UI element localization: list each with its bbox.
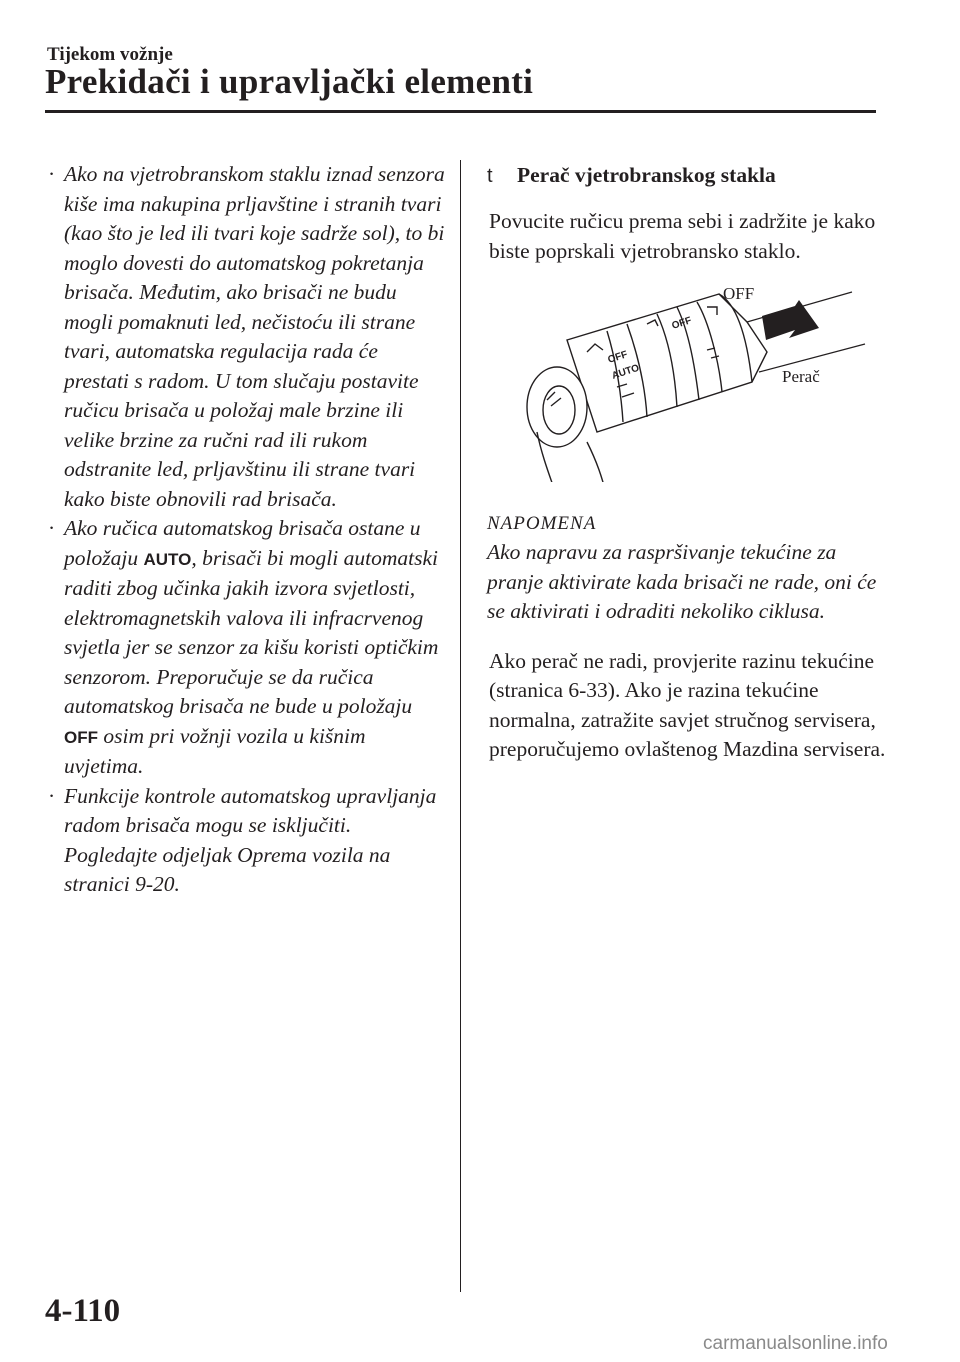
page-number: 4-110	[45, 1293, 121, 1329]
washer-lever-figure	[497, 282, 867, 482]
bullet-dot: ·	[48, 783, 56, 808]
bullet-item-rain-sensor-dirt	[48, 160, 448, 514]
subheading-marker: t	[487, 165, 493, 187]
off-callout-label: OFF	[723, 284, 755, 303]
bullet-item-disable-functions	[48, 782, 448, 900]
bullet-text-part: , brisači bi mogli automatski raditi zbog učinka jakih izvora svjetlosti, elektromagnetskih valova ili infracrvenog svjetla jer se senzor za kišu koristi optičkim senzorom. Preporučuje se da ručica automatskog brisača ne bude u položaju	[64, 545, 439, 718]
right-column	[487, 160, 887, 765]
bullet-dot: ·	[48, 162, 56, 186]
bullet-dot: ·	[48, 516, 56, 540]
note-text: Ako napravu za raspršivanje tekućine za pranje aktivirate kada brisači ne rade, oni će se aktivirati i odraditi nekoliko ciklusa.	[487, 540, 877, 623]
bullet-text: Ako na vjetrobranskom staklu iznad senzora kiše ima nakupina prljavštine i stranih tvari (kao što je led ili tvari koje sadrže sol), to bi moglo dovesti do automatskog pokretanja brisača. Međutim, ako brisači ne budu mogli pomaknuti led, nečistoću ili strane tvari, automatska regulacija rada će prestati s radom. U tom slučaju postavite ručicu brisača u položaj male brzine ili velike brzine za ručni rad ili rukom odstranite led, prljavštinu ili strane tvari kako biste obnovili rad brisača.	[64, 162, 445, 511]
bullet-text-line: Funkcije kontrole automatskog upravljanja radom brisača mogu se isključiti.	[64, 783, 437, 837]
bullet-text-line: Pogledajte odjeljak Oprema vozila na stranici 9-20.	[64, 842, 391, 896]
bullet-text	[64, 514, 448, 782]
header-rule	[45, 110, 876, 113]
pull-arrow	[762, 300, 819, 340]
subheading-text: Perač vjetrobranskog stakla	[517, 163, 776, 187]
washer-callout-label: Perač	[782, 367, 820, 386]
section-label: Tijekom vožnje	[47, 44, 173, 65]
knob-off-label: OFF	[670, 315, 693, 332]
bullet-text	[64, 782, 448, 900]
watermark-text: carmanualsonline.info	[703, 1333, 888, 1354]
chapter-title: Prekidači i upravljački elementi	[45, 62, 534, 101]
off-symbol: OFF	[64, 727, 98, 747]
knob-auto-label: AUTO	[610, 362, 641, 382]
auto-symbol: AUTO	[143, 549, 192, 569]
left-column	[48, 160, 448, 900]
note-heading: NAPOMENA	[487, 513, 597, 534]
knob-off-lower-label: OFF	[606, 349, 629, 366]
bullet-text-part: osim pri vožnji vozila u kišnim uvjetima.	[64, 723, 366, 778]
column-divider	[460, 160, 461, 1292]
bullet-text-part: Ako ručica automatskog brisača ostane u položaju	[64, 516, 421, 570]
intro-paragraph: Povucite ručicu prema sebi i zadržite je kako biste poprskali vjetrobransko staklo.	[489, 209, 876, 263]
subheading	[487, 160, 887, 191]
bullet-item-auto-position	[48, 514, 448, 782]
closing-paragraph: Ako perač ne radi, provjerite razinu tekućine (stranica 6-33). Ako je razina tekućine normalna, zatražite savjet stručnog servisera, preporučujemo ovlaštenog Mazdina servisera.	[489, 648, 886, 761]
